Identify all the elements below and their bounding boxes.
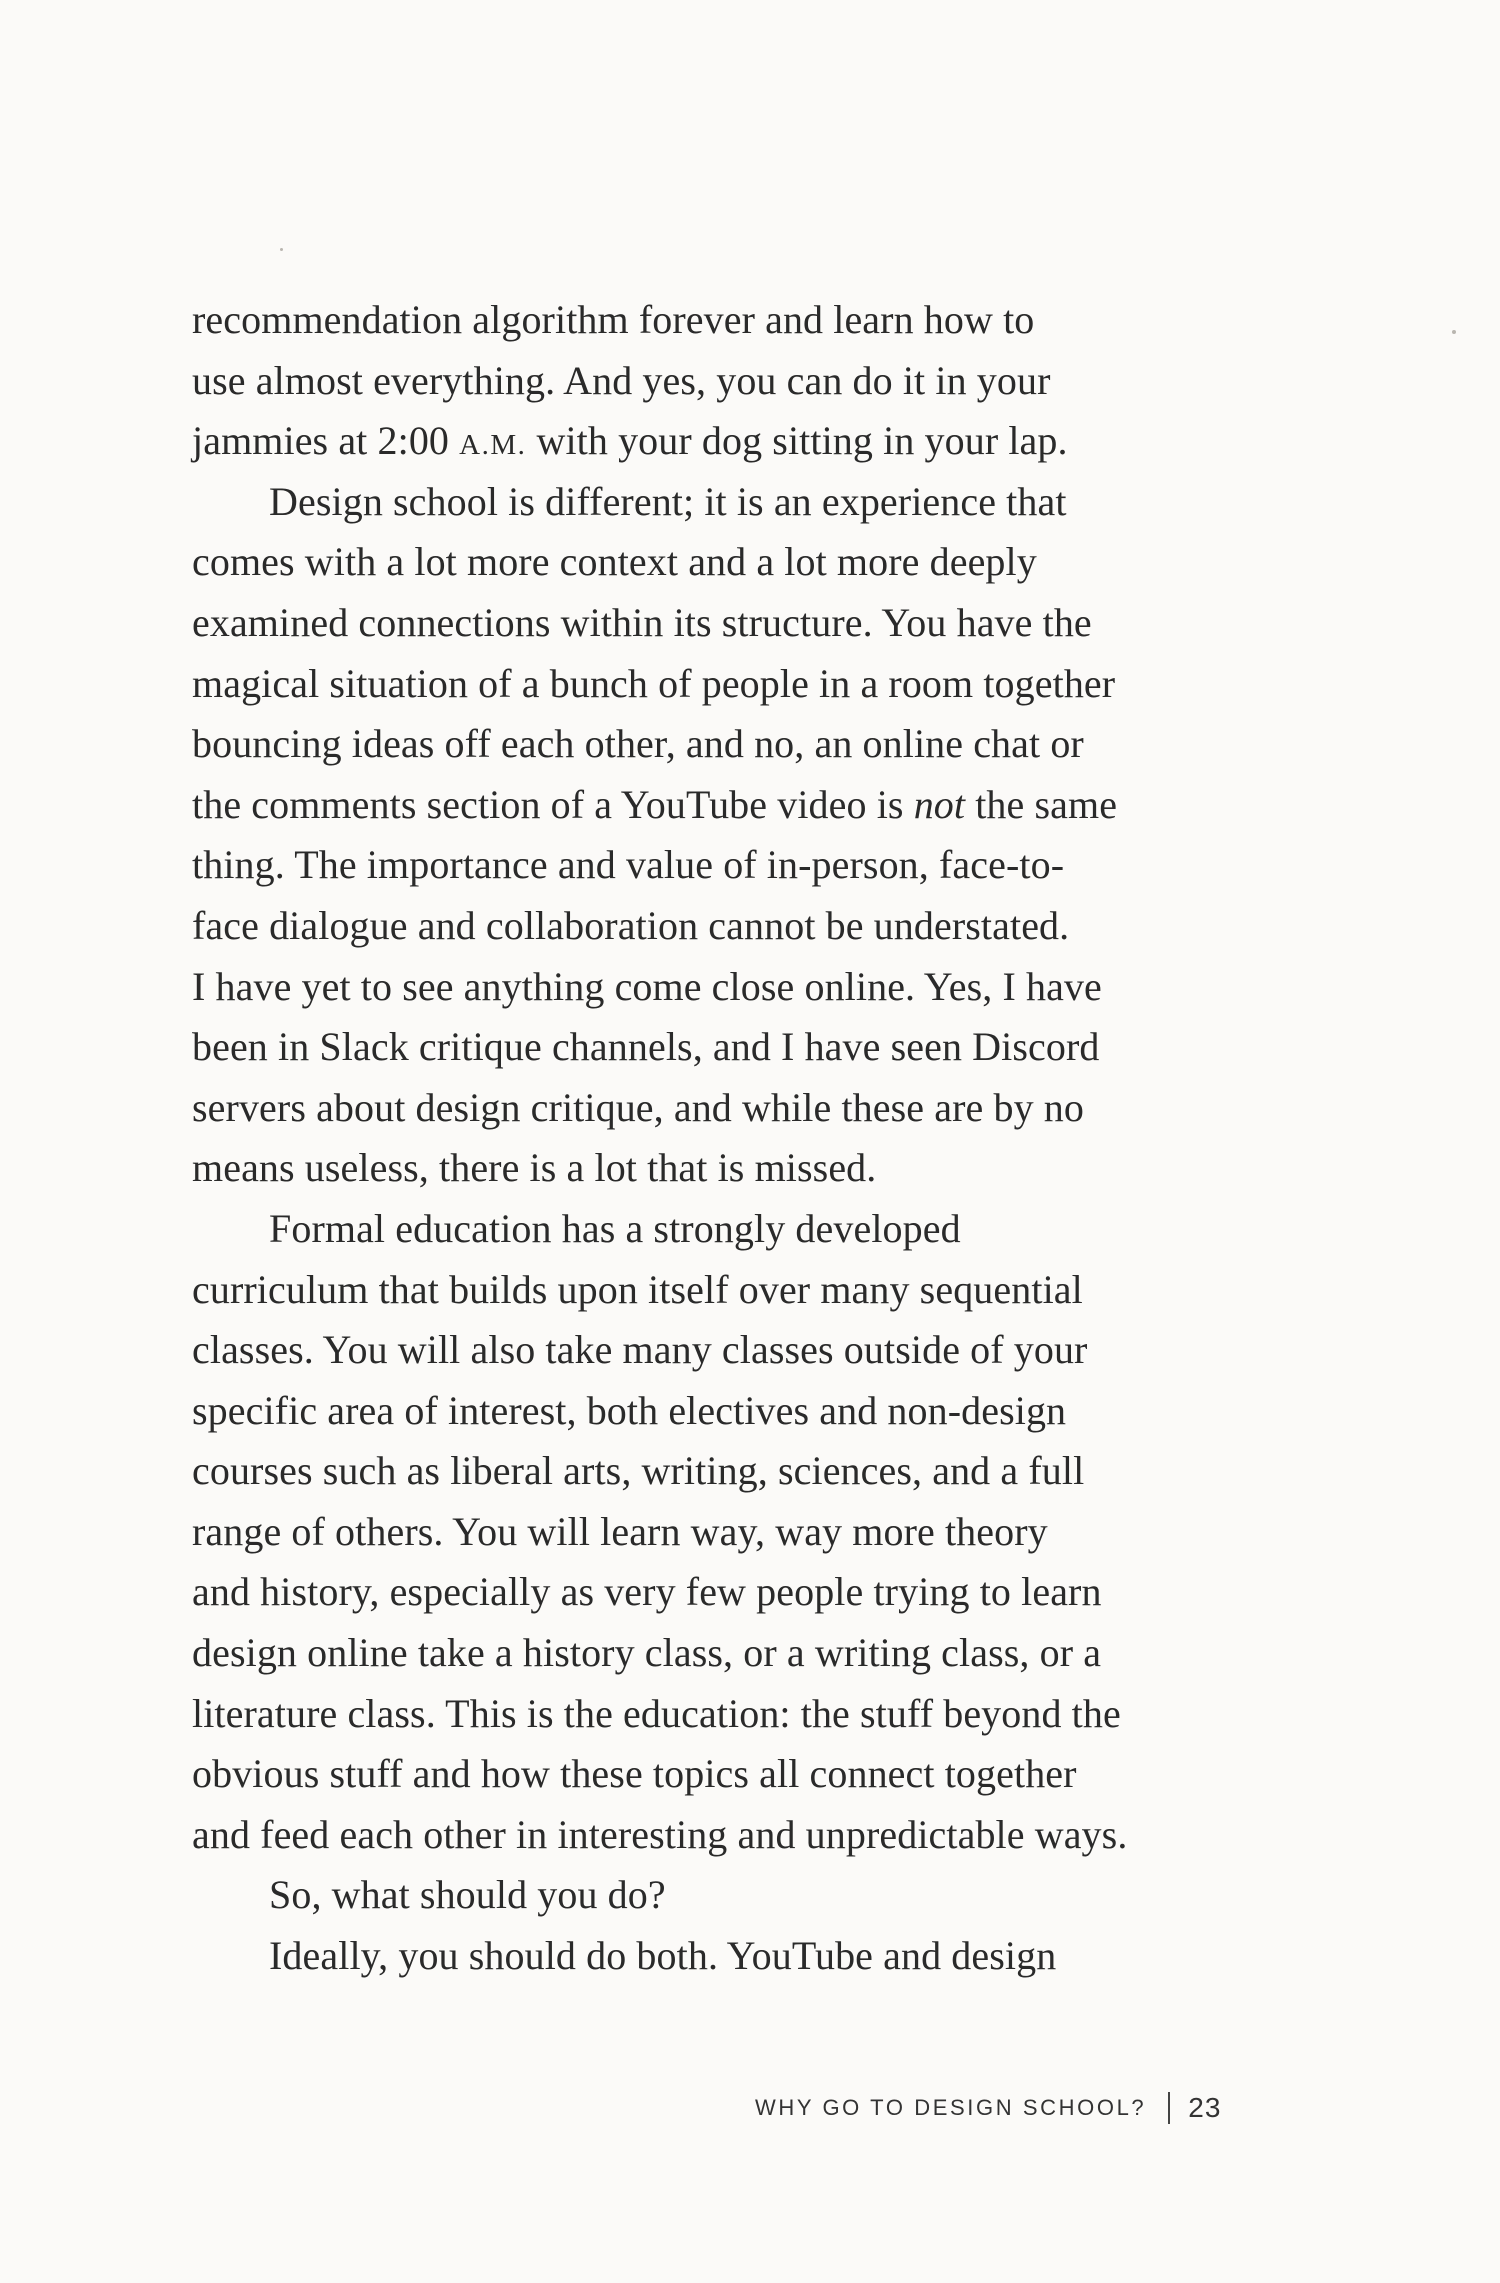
text-run: design online take a history class, or a writing class, or a — [192, 1630, 1102, 1676]
text-run: examined connections within its structure. You have the — [192, 599, 1092, 645]
text-line — [192, 472, 1252, 533]
text-run: courses such as liberal arts, writing, sciences, and a full — [192, 1448, 1085, 1494]
text-run: I have yet to see anything come close online. Yes, I have — [192, 963, 1102, 1009]
text-run: 2:00 — [377, 418, 460, 464]
text-line — [192, 1623, 1252, 1684]
text-line — [192, 1684, 1252, 1745]
text-line — [192, 1138, 1252, 1199]
text-line — [192, 1926, 1252, 1987]
page-number: 23 — [1188, 2092, 1222, 2123]
text-run: classes. You will also take many classes outside of your — [192, 1327, 1088, 1373]
text-run: Formal education has a strongly developed — [269, 1205, 961, 1251]
text-run: and history, especially as very few people trying to learn — [192, 1569, 1102, 1615]
paragraph — [192, 290, 1252, 472]
text-line — [192, 290, 1252, 351]
text-run: with your dog sitting in your lap. — [526, 418, 1068, 464]
text-line — [192, 835, 1252, 896]
text-line — [192, 1502, 1252, 1563]
text-run: means useless, there is a lot that is missed. — [192, 1145, 877, 1191]
text-line — [192, 896, 1252, 957]
text-run: literature class. This is the education: the stuff beyond the — [192, 1690, 1121, 1736]
text-line — [192, 1320, 1252, 1381]
text-run: the comments section of a YouTube video is — [192, 781, 914, 827]
text-line — [192, 532, 1252, 593]
text-run: curriculum that builds upon itself over many sequential — [192, 1266, 1083, 1312]
text-run: obvious stuff and how these topics all connect together — [192, 1751, 1077, 1797]
text-line — [192, 1078, 1252, 1139]
text-line — [192, 1381, 1252, 1442]
text-line — [192, 957, 1252, 1018]
paragraph — [192, 1926, 1252, 1987]
text-run: jammies at — [192, 418, 378, 464]
text-line — [192, 411, 1252, 472]
text-run: Ideally, you should do both. YouTube and design — [269, 1933, 1057, 1979]
text-run: recommendation algorithm forever and learn how to — [192, 297, 1035, 342]
text-run: range of others. You will learn way, way more theory — [192, 1508, 1048, 1554]
text-line — [192, 1260, 1252, 1321]
body-text — [192, 290, 1252, 1987]
text-line — [192, 714, 1252, 775]
text-run: Design school is different; it is an experience that — [269, 478, 1067, 524]
text-line — [192, 1441, 1252, 1502]
text-run: thing. The importance and value of in-person, face-to- — [192, 842, 1065, 888]
text-line — [192, 775, 1252, 836]
text-line — [192, 1562, 1252, 1623]
text-line — [192, 1805, 1252, 1866]
italic-text: not — [913, 781, 966, 827]
paper-speck — [1452, 330, 1456, 334]
text-run: servers about design critique, and while these are by no — [192, 1084, 1084, 1130]
small-caps-text: A.M. — [459, 429, 527, 462]
paragraph — [192, 1865, 1252, 1926]
text-run: face dialogue and collaboration cannot be understated. — [192, 902, 1070, 948]
text-run: specific area of interest, both electives and non-design — [192, 1387, 1067, 1433]
paragraph — [192, 1199, 1252, 1866]
text-line — [192, 593, 1252, 654]
text-line — [192, 1017, 1252, 1078]
text-run: and feed each other in interesting and unpredictable ways. — [192, 1811, 1128, 1857]
footer-divider — [1168, 2092, 1170, 2124]
text-run: bouncing ideas off each other, and no, an online chat or — [192, 721, 1084, 767]
text-run: comes with a lot more context and a lot more deeply — [192, 539, 1037, 585]
text-line — [192, 1199, 1252, 1260]
text-line — [192, 654, 1252, 715]
running-head: WHY GO TO DESIGN SCHOOL? — [755, 2095, 1147, 2120]
paragraph — [192, 472, 1252, 1199]
text-run: been in Slack critique channels, and I have seen Discord — [192, 1024, 1100, 1070]
text-run: So, what should you do? — [269, 1872, 666, 1918]
text-run: the same — [965, 781, 1118, 827]
page-footer — [755, 2083, 1235, 2133]
text-run: use almost everything. And yes, you can do it in your — [192, 357, 1051, 403]
paper-speck — [280, 248, 283, 251]
text-line — [192, 351, 1252, 412]
text-run: magical situation of a bunch of people in a room together — [192, 660, 1116, 706]
text-line — [192, 1744, 1252, 1805]
text-line — [192, 1865, 1252, 1926]
